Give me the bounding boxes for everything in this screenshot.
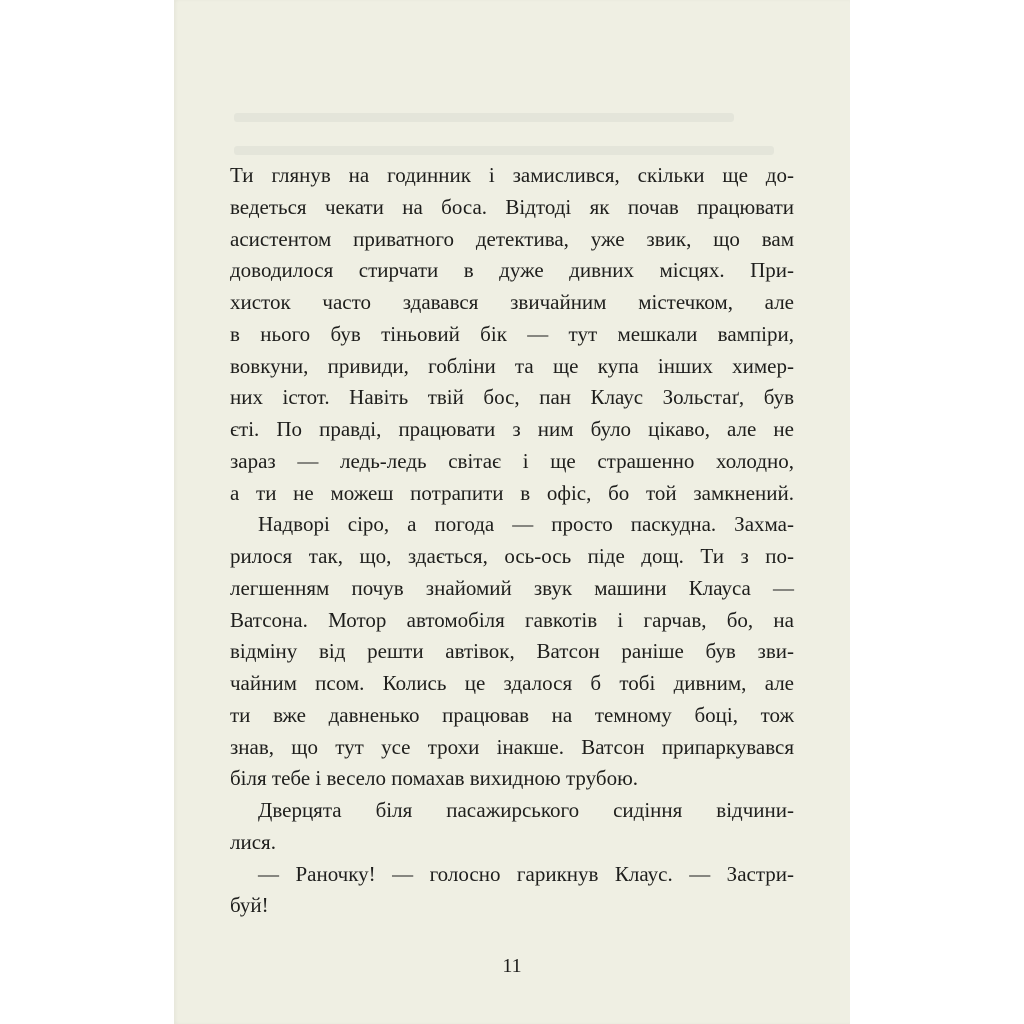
text-line: ти вже давненько працював на темному боці, тож	[230, 702, 794, 727]
body-text	[230, 160, 794, 922]
text-line: легшенням почув знайомий звук машини Клауса —	[230, 575, 794, 600]
text-line: ведеться чекати на боса. Відтоді як почав працювати	[230, 194, 794, 219]
text-line: єті. По правді, працювати з ним було цікаво, але не	[230, 417, 794, 441]
text-line: чайним псом. Колись це здалося б тобі дивним, але	[230, 671, 794, 695]
bleed-through-line	[234, 146, 774, 155]
text-line: буй!	[230, 893, 269, 918]
text-line: Ти глянув на годинник і замислився, скільки ще до-	[230, 163, 794, 187]
text-line: Надворі сіро, а погода — просто паскудна. Захма-	[258, 512, 794, 537]
text-line: Дверцята біля пасажирського сидіння відчини-	[258, 798, 794, 822]
page-number: 11	[502, 955, 522, 977]
bleed-through-line	[234, 113, 734, 122]
text-line: зараз — ледь-ледь світає і ще страшенно холодно,	[230, 448, 794, 473]
text-line: асистентом приватного детектива, уже звик, що вам	[230, 226, 794, 251]
text-line: хисток часто здавався звичайним містечком, але	[230, 290, 794, 314]
text-line: в нього був тіньовий бік — тут мешкали вампіри,	[230, 321, 794, 346]
text-line: знав, що тут усе трохи інакше. Ватсон припаркувався	[230, 734, 794, 759]
text-line: вовкуни, привиди, гобліни та ще купа інших химер-	[230, 353, 794, 378]
text-line: лися.	[230, 829, 276, 854]
text-line: — Раночку! — голосно гарикнув Клаус. — Застри-	[258, 861, 794, 886]
text-line: Ватсона. Мотор автомобіля гавкотів і гарчав, бо, на	[230, 607, 794, 632]
text-line: біля тебе і весело помахав вихидною трубою.	[230, 766, 639, 791]
book-page	[174, 0, 850, 1024]
text-line: рилося так, що, здається, ось-ось піде дощ. Ти з по-	[230, 544, 794, 568]
text-line: них істот. Навіть твій бос, пан Клаус Зольстаґ, був	[230, 385, 794, 410]
text-line: відміну від решти автівок, Ватсон раніше був зви-	[230, 639, 794, 664]
text-line: а ти не можеш потрапити в офіс, бо той замкнений.	[230, 480, 794, 505]
text-line: доводилося стирчати в дуже дивних місцях. При-	[230, 258, 794, 283]
